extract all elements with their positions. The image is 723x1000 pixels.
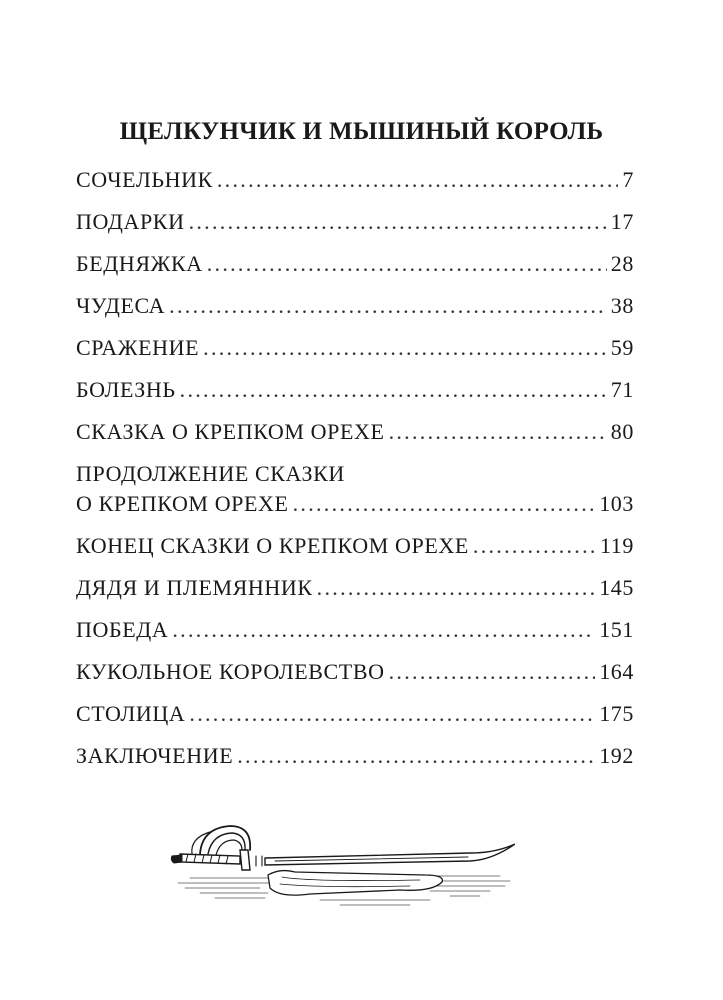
toc-entry[interactable] (76, 249, 634, 279)
toc-entry[interactable] (76, 531, 634, 561)
toc-entry[interactable] (76, 657, 634, 687)
dot-leader (169, 291, 607, 321)
toc-entry-page: 192 (599, 743, 634, 768)
toc-entry-label: ДЯДЯ И ПЛЕМЯННИК (76, 575, 313, 600)
toc-entry-label: СКАЗКА О КРЕПКОМ ОРЕХЕ (76, 419, 385, 444)
toc-entry[interactable] (76, 459, 634, 519)
toc-entry-page: 17 (610, 209, 634, 234)
toc-entry[interactable] (76, 417, 634, 447)
toc-entry-page: 145 (599, 575, 634, 600)
toc-entry-label: ПОБЕДА (76, 617, 169, 642)
dot-leader (189, 207, 607, 237)
dot-leader (172, 615, 595, 645)
toc-entry-page: 175 (599, 701, 634, 726)
toc-entry-label: ЧУДЕСА (76, 293, 166, 318)
toc-entry-page: 28 (610, 251, 634, 276)
dot-leader (207, 249, 607, 279)
dot-leader (317, 573, 596, 603)
toc-entry-page: 71 (610, 377, 634, 402)
toc-entry[interactable] (76, 291, 634, 321)
toc-entry-label: ПОДАРКИ (76, 209, 185, 234)
toc-entry-label: КУКОЛЬНОЕ КОРОЛЕВСТВО (76, 659, 385, 684)
dot-leader (389, 417, 607, 447)
sabre-icon (170, 820, 515, 915)
toc-entry-label: БЕДНЯЖКА (76, 251, 203, 276)
toc-title: ЩЕЛКУНЧИК И МЫШИНЫЙ КОРОЛЬ (119, 118, 604, 145)
toc-entry-label: ЗАКЛЮЧЕНИЕ (76, 743, 234, 768)
toc-entry[interactable] (76, 741, 634, 771)
toc-entry-label: СРАЖЕНИЕ (76, 335, 200, 360)
toc-entry-page: 151 (599, 617, 634, 642)
toc-entry[interactable] (76, 615, 634, 645)
toc-entry-label: БОЛЕЗНЬ (76, 377, 176, 402)
toc-entry-page: 164 (599, 659, 634, 684)
dot-leader (473, 531, 596, 561)
toc-entry-label: СТОЛИЦА (76, 701, 186, 726)
toc-entry-page: 38 (610, 293, 634, 318)
dot-leader (217, 165, 619, 195)
table-of-contents (76, 165, 634, 783)
toc-entry-label: СОЧЕЛЬНИК (76, 167, 213, 192)
toc-entry-label: КОНЕЦ СКАЗКИ О КРЕПКОМ ОРЕХЕ (76, 533, 469, 558)
toc-entry-label-line1: ПРОДОЛЖЕНИЕ СКАЗКИ (76, 461, 345, 486)
toc-entry[interactable] (76, 333, 634, 363)
toc-entry-page: 7 (622, 167, 634, 192)
dot-leader (293, 489, 596, 519)
dot-leader (203, 333, 607, 363)
dot-leader (180, 375, 607, 405)
toc-entry[interactable] (76, 699, 634, 729)
toc-entry[interactable] (76, 207, 634, 237)
toc-entry-page: 119 (600, 533, 634, 558)
dot-leader (237, 741, 595, 771)
toc-entry-label: О КРЕПКОМ ОРЕХЕ (76, 491, 289, 516)
toc-entry-page: 103 (599, 491, 634, 516)
dot-leader (389, 657, 596, 687)
toc-entry[interactable] (76, 165, 634, 195)
toc-entry[interactable] (76, 573, 634, 603)
toc-entry-page: 80 (610, 419, 634, 444)
toc-entry-page: 59 (610, 335, 634, 360)
toc-entry[interactable] (76, 375, 634, 405)
dot-leader (189, 699, 595, 729)
